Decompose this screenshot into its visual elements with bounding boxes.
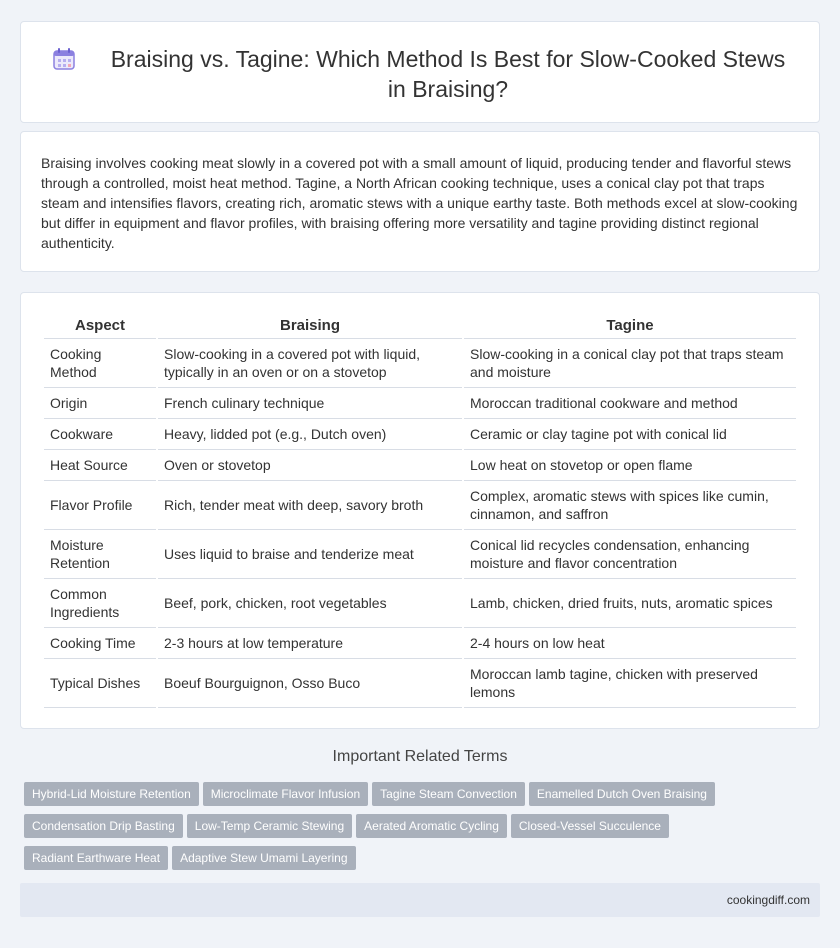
row-tagine: 2-4 hours on low heat <box>464 628 796 659</box>
row-braising: Slow-cooking in a covered pot with liquid, typically in an oven or on a stovetop <box>158 339 462 388</box>
header-aspect: Aspect <box>44 312 156 339</box>
row-braising: 2-3 hours at low temperature <box>158 628 462 659</box>
tag-link[interactable]: Low-Temp Ceramic Stewing <box>187 814 352 838</box>
row-aspect: Typical Dishes <box>44 659 156 708</box>
row-tagine: Lamb, chicken, dried fruits, nuts, aromatic spices <box>464 579 796 628</box>
intro-card <box>20 131 820 272</box>
title-card <box>20 21 820 123</box>
tag-link[interactable]: Tagine Steam Convection <box>372 782 525 806</box>
row-braising: Boeuf Bourguignon, Osso Buco <box>158 659 462 708</box>
table-row <box>44 339 796 388</box>
table-row <box>44 419 796 450</box>
row-braising: Heavy, lidded pot (e.g., Dutch oven) <box>158 419 462 450</box>
table-row <box>44 450 796 481</box>
row-braising: Oven or stovetop <box>158 450 462 481</box>
table-row <box>44 659 796 708</box>
comparison-table <box>42 312 798 708</box>
row-tagine: Moroccan traditional cookware and method <box>464 388 796 419</box>
page-title: Braising vs. Tagine: Which Method Is Best for Slow-Cooked Stews in Braising? <box>110 46 786 102</box>
intro-paragraph: Braising involves cooking meat slowly in a covered pot with a small amount of liquid, producing tender and flavorful stews through a controlled, moist heat method. Tagine, a North African cooking technique, uses a conical clay pot that traps steam and intensifies flavors, creating rich, aromatic stews with a unique earthy taste. Both methods excel at slow-cooking but differ in equipment and flavor profiles, with braising offering more versatility and tagine providing distinct regional authenticity. <box>41 155 798 251</box>
tag-link[interactable]: Hybrid-Lid Moisture Retention <box>24 782 199 806</box>
comparison-card <box>20 292 820 729</box>
table-row <box>44 481 796 530</box>
header-braising: Braising <box>158 312 462 339</box>
row-braising: Beef, pork, chicken, root vegetables <box>158 579 462 628</box>
table-row <box>44 579 796 628</box>
row-aspect: Common Ingredients <box>44 579 156 628</box>
row-aspect: Heat Source <box>44 450 156 481</box>
row-aspect: Cooking Method <box>44 339 156 388</box>
header-tagine: Tagine <box>464 312 796 339</box>
row-braising: Rich, tender meat with deep, savory broth <box>158 481 462 530</box>
row-tagine: Complex, aromatic stews with spices like cumin, cinnamon, and saffron <box>464 481 796 530</box>
row-aspect: Moisture Retention <box>44 530 156 579</box>
related-terms-title: Important Related Terms <box>332 748 508 765</box>
row-aspect: Flavor Profile <box>44 481 156 530</box>
tag-link[interactable]: Aerated Aromatic Cycling <box>356 814 507 838</box>
row-aspect: Cookware <box>44 419 156 450</box>
row-braising: French culinary technique <box>158 388 462 419</box>
footer <box>20 883 820 917</box>
row-tagine: Conical lid recycles condensation, enhancing moisture and flavor concentration <box>464 530 796 579</box>
tag-link[interactable]: Condensation Drip Basting <box>24 814 183 838</box>
tag-link[interactable]: Microclimate Flavor Infusion <box>203 782 368 806</box>
calendar-icon <box>51 46 77 72</box>
table-header-row <box>44 312 796 339</box>
table-row <box>44 388 796 419</box>
table-row <box>44 628 796 659</box>
footer-site-link[interactable]: cookingdiff.com <box>726 893 810 907</box>
row-aspect: Origin <box>44 388 156 419</box>
row-aspect: Cooking Time <box>44 628 156 659</box>
row-tagine: Ceramic or clay tagine pot with conical lid <box>464 419 796 450</box>
tag-link[interactable]: Radiant Earthware Heat <box>24 846 168 870</box>
tag-link[interactable]: Enamelled Dutch Oven Braising <box>529 782 715 806</box>
table-row <box>44 530 796 579</box>
row-tagine: Slow-cooking in a conical clay pot that traps steam and moisture <box>464 339 796 388</box>
tag-link[interactable]: Adaptive Stew Umami Layering <box>172 846 355 870</box>
tag-link[interactable]: Closed-Vessel Succulence <box>511 814 669 838</box>
row-tagine: Low heat on stovetop or open flame <box>464 450 796 481</box>
row-braising: Uses liquid to braise and tenderize meat <box>158 530 462 579</box>
related-tags <box>24 782 824 878</box>
row-tagine: Moroccan lamb tagine, chicken with preserved lemons <box>464 659 796 708</box>
